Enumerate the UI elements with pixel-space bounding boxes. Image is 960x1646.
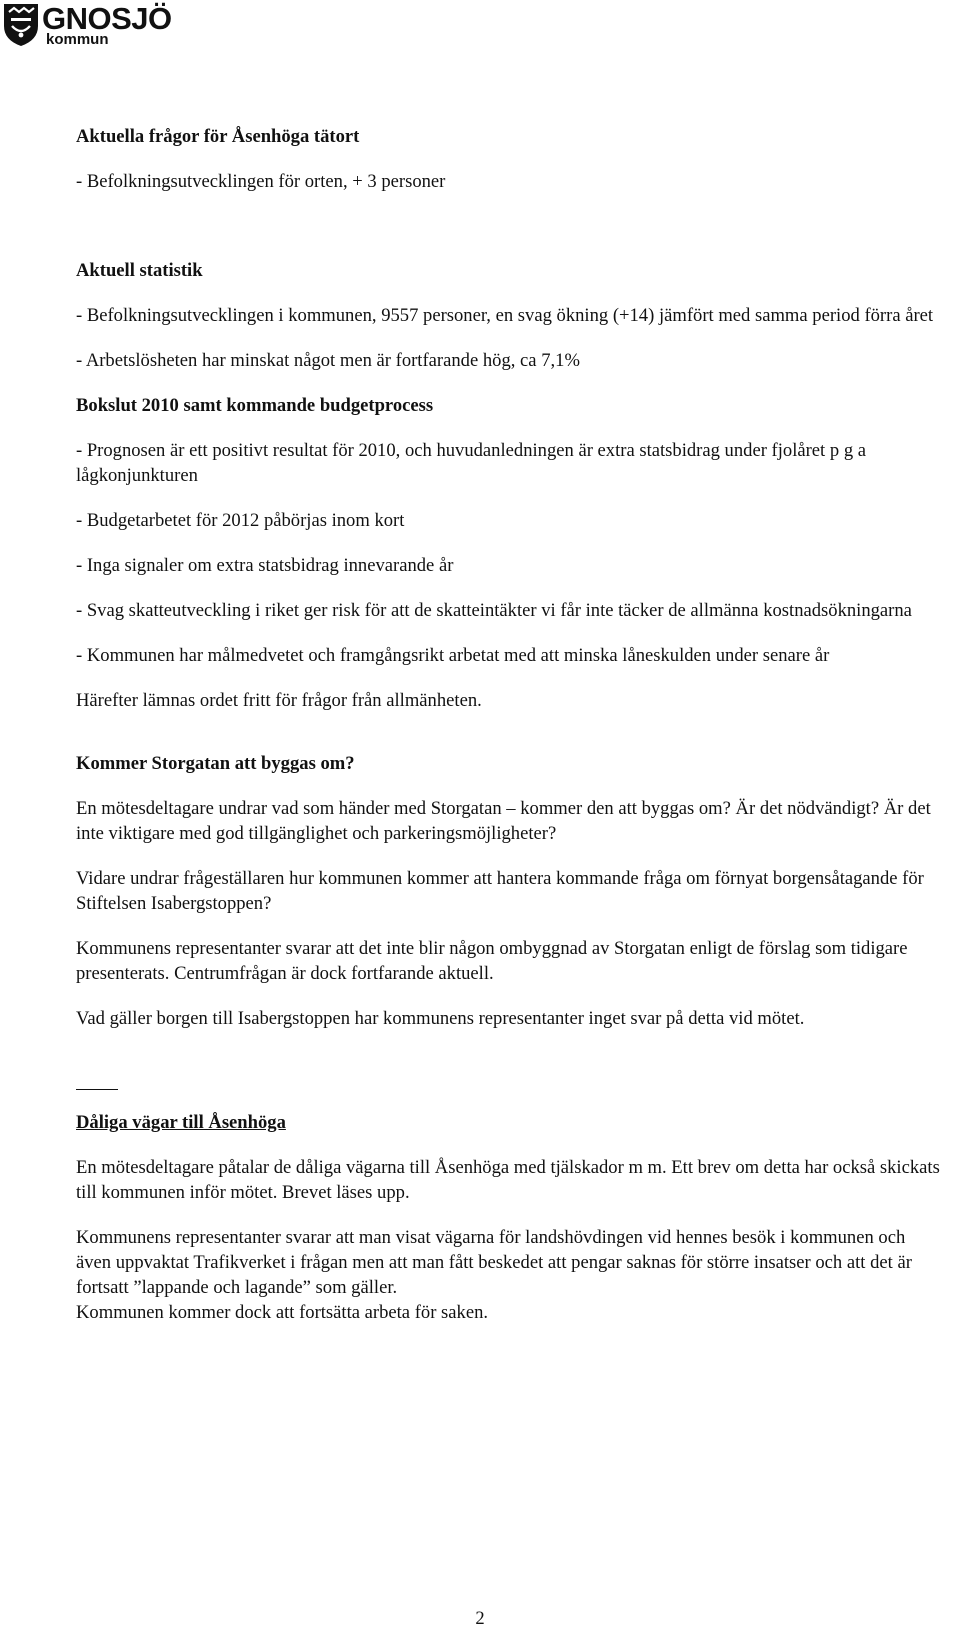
paragraph: - Prognosen är ett positivt resultat för 2010, och huvudanledningen är extra statsbidrag under fjolåret p g a lågkonjunkturen (76, 440, 867, 486)
paragraph: - Svag skatteutveckling i riket ger risk för att de skatteintäkter vi får inte täcker de allmänna kostnadsökningarna (76, 600, 912, 621)
paragraph: - Inga signaler om extra statsbidrag innevarande år (76, 555, 454, 576)
paragraph: Kommunens representanter svarar att man visat vägarna för landshövdingen vid hennes besök i kommunen och även uppvaktat Trafikverket i frågan men att man fått beskedet att pengar saknas för större insatser och att det är fortsatt ”lappande och lagande” som gäller. (76, 1227, 912, 1298)
paragraph: Kommunens representanter svarar att det inte blir någon ombyggnad av Storgatan enligt de förslag som tidigare presenterats. Centrumfrågan är dock fortfarande aktuell. (76, 938, 908, 984)
paragraph: En mötesdeltagare påtalar de dåliga vägarna till Åsenhöga med tjälskador m m. Ett brev om detta har också skickats till kommunen inför mötet. Brevet läses upp. (76, 1157, 940, 1203)
paragraph: - Befolkningsutvecklingen i kommunen, 9557 personer, en svag ökning (+14) jämfört med samma period förra året (76, 305, 934, 326)
paragraph: Kommunen kommer dock att fortsätta arbeta för saken. (76, 1302, 489, 1323)
logo-wordmark: GNOSJÖ (42, 1, 172, 36)
heading-storgatan: Kommer Storgatan att byggas om? (76, 753, 355, 774)
heading-aktuella-fragor: Aktuella frågor för Åsenhöga tätort (76, 126, 360, 147)
heading-aktuell-statistik: Aktuell statistik (76, 260, 203, 281)
document-body (76, 124, 942, 1325)
paragraph: En mötesdeltagare undrar vad som händer med Storgatan – kommer den att byggas om? Är det nödvändigt? Är det inte viktigare med god tillgänglighet och parkeringsmöjligheter? (76, 798, 931, 844)
page-number: 2 (475, 1608, 485, 1629)
heading-daliga-vagar: Dåliga vägar till Åsenhöga (76, 1112, 286, 1133)
paragraph: Vidare undrar frågeställaren hur kommunen kommer att hantera kommande fråga om förnyat borgensåtagande för Stiftelsen Isabergstoppen? (76, 868, 924, 914)
paragraph: - Arbetslösheten har minskat något men är fortfarande hög, ca 7,1% (76, 350, 580, 371)
section-divider (76, 1089, 118, 1090)
paragraph: - Kommunen har målmedvetet och framgångsrikt arbetat med att minska låneskulden under senare år (76, 645, 830, 666)
paragraph: Vad gäller borgen till Isabergstoppen har kommunens representanter inget svar på detta vid mötet. (76, 1008, 805, 1029)
municipal-crest-icon (2, 2, 40, 48)
paragraph: - Befolkningsutvecklingen för orten, + 3 personer (76, 171, 446, 192)
logo-subtitle: kommun (46, 31, 109, 48)
paragraph: - Budgetarbetet för 2012 påbörjas inom kort (76, 510, 405, 531)
paragraph: Härefter lämnas ordet fritt för frågor från allmänheten. (76, 690, 482, 711)
gnosjo-kommun-logo (2, 2, 187, 52)
heading-bokslut: Bokslut 2010 samt kommande budgetprocess (76, 395, 434, 416)
